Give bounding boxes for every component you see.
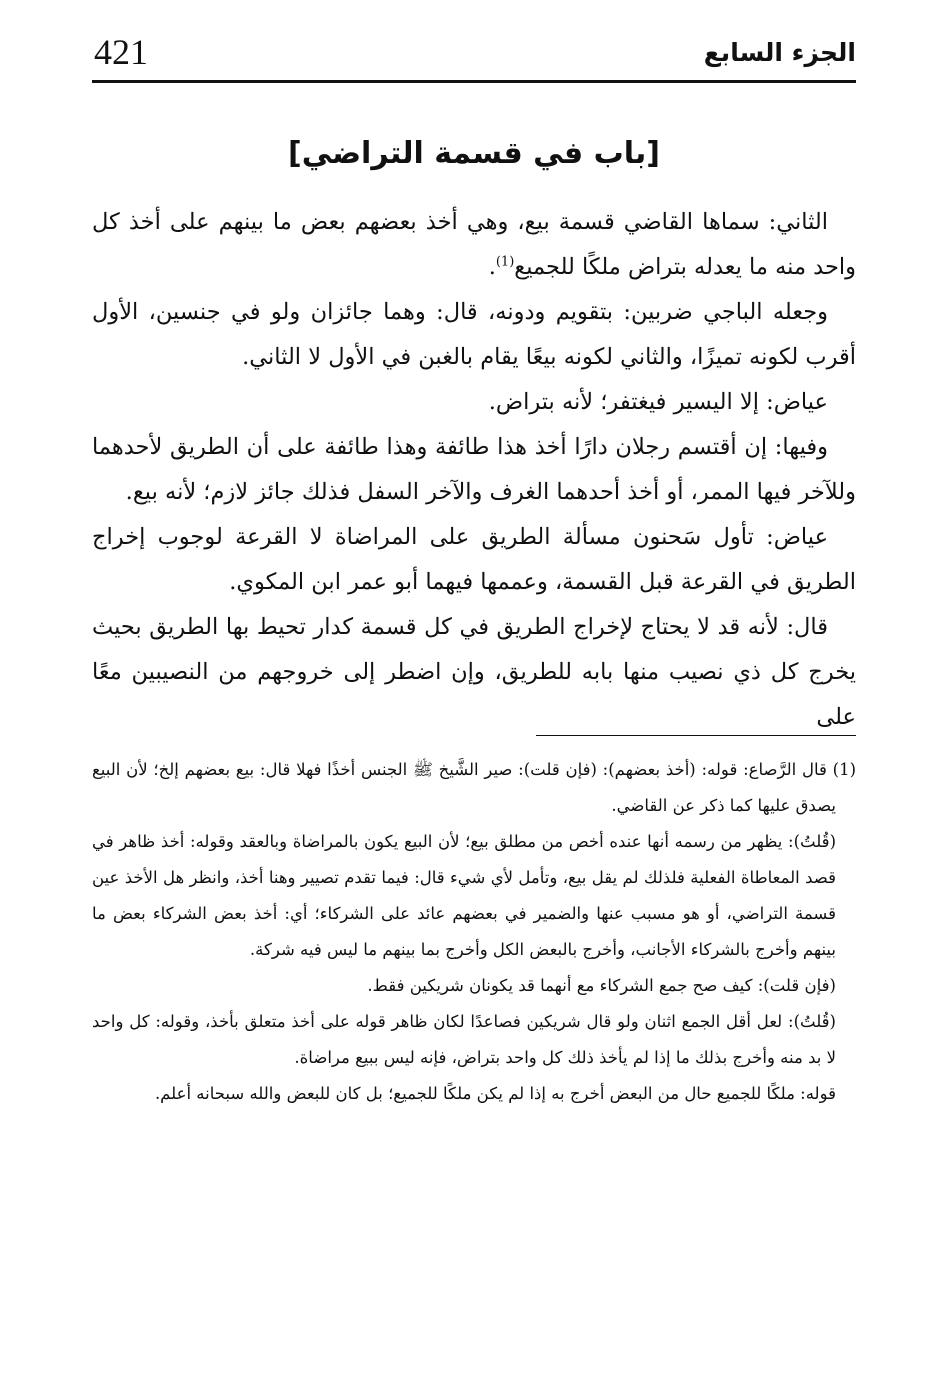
page-header <box>92 30 856 78</box>
main-text <box>92 200 856 740</box>
paragraph <box>92 200 856 290</box>
page-number: 421 <box>94 32 148 72</box>
paragraph: وجعله الباجي ضربين: بتقويم ودونه، قال: وهما جائزان ولو في جنسين، الأول أقرب لكونه تميزًا، والثاني لكونه بيعًا يقام بالغبن في الأول لا الثاني. <box>92 299 856 370</box>
paragraph: قال: لأنه قد لا يحتاج لإخراج الطريق في كل قسمة كدار تحيط بها الطريق بحيث يخرج كل ذي نصيب منها بابه للطريق، وإن اضطر إلى خروجهم من النصيبين معًا على <box>92 614 856 730</box>
footnote-entry: قوله: ملكًا للجميع حال من البعض أخرج به إذا لم يكن ملكًا للجميع؛ بل كان للبعض والله سبحانه أعلم. <box>154 1084 836 1103</box>
paragraph-text: الثاني: سماها القاضي قسمة بيع، وهي أخذ بعضهم بعض ما بينهم على أخذ كل واحد منه ما يعدله بتراض ملكًا للجميع <box>92 209 856 280</box>
paragraph: عياض: تأول سَحنون مسألة الطريق على المراضاة لا القرعة لوجوب إخراج الطريق في القرعة قبل القسمة، وعممها فيهما أبو عمر ابن المكوي. <box>92 524 856 595</box>
chapter-title: [باب في قسمة التراضي] <box>288 136 660 171</box>
paragraph: عياض: إلا اليسير فيغتفر؛ لأنه بتراض. <box>488 389 828 415</box>
footnote-entry: (1) قال الرَّصاع: قوله: (أخذ بعضهم): (فإن قلت): صير الشَّيخ ﷺ الجنس أخذًا فهلا قال: بيع بعضهم إلخ؛ لأن البيع يصدق عليها كما ذكر عن القاضي. <box>92 760 856 815</box>
paragraph-end: . <box>488 254 496 280</box>
paragraph: وفيها: إن أقتسم رجلان دارًا أخذ هذا طائفة وهذا طائفة على أن الطريق لأحدهما وللآخر فيها الممر، أو أخذ أحدهما الغرف والآخر السفل فذلك جائز لازم؛ لأنه بيع. <box>92 434 856 505</box>
running-title: الجزء السابع <box>703 38 856 67</box>
header-divider <box>92 80 856 83</box>
footnote-reference: (1) <box>495 254 515 270</box>
footnotes <box>92 752 856 1112</box>
footnote-entry: (قُلتُ): يظهر من رسمه أنها عنده أخص من مطلق بيع؛ لأن البيع يكون بالمراضاة وبالعقد وقوله: أخذ ظاهر في قصد المعاطاة الفعلية فلذلك لم يقل بيع، وتأمل لأي شيء قال: فيما تقدم تصيير وهنا أخذ، وانظر هل الأخذ عين قسمة التراضي، أو هو مسبب عنها والضمير في بعضهم عائد على الشركاء؛ أي: أخذ بعض الشركاء بعض ما بينهم وأخرج بالشركاء الأجانب، وأخرج بالبعض الكل وأخرج بما بينهم ما ليس فيه شركة. <box>92 832 836 959</box>
footnote-entry: (قُلتُ): لعل أقل الجمع اثنان ولو قال شريكين فصاعدًا لكان ظاهر قوله على أخذ متعلق بأخذ، وقوله: كل واحد لا بد منه وأخرج بذلك ما إذا لم يأخذ ذلك كل واحد بتراض، فإنه ليس ببيع مراضاة. <box>92 1012 836 1067</box>
footnote-divider <box>536 735 856 736</box>
footnote-entry: (فإن قلت): كيف صح جمع الشركاء مع أنهما قد يكونان شريكين فقط. <box>367 976 836 995</box>
